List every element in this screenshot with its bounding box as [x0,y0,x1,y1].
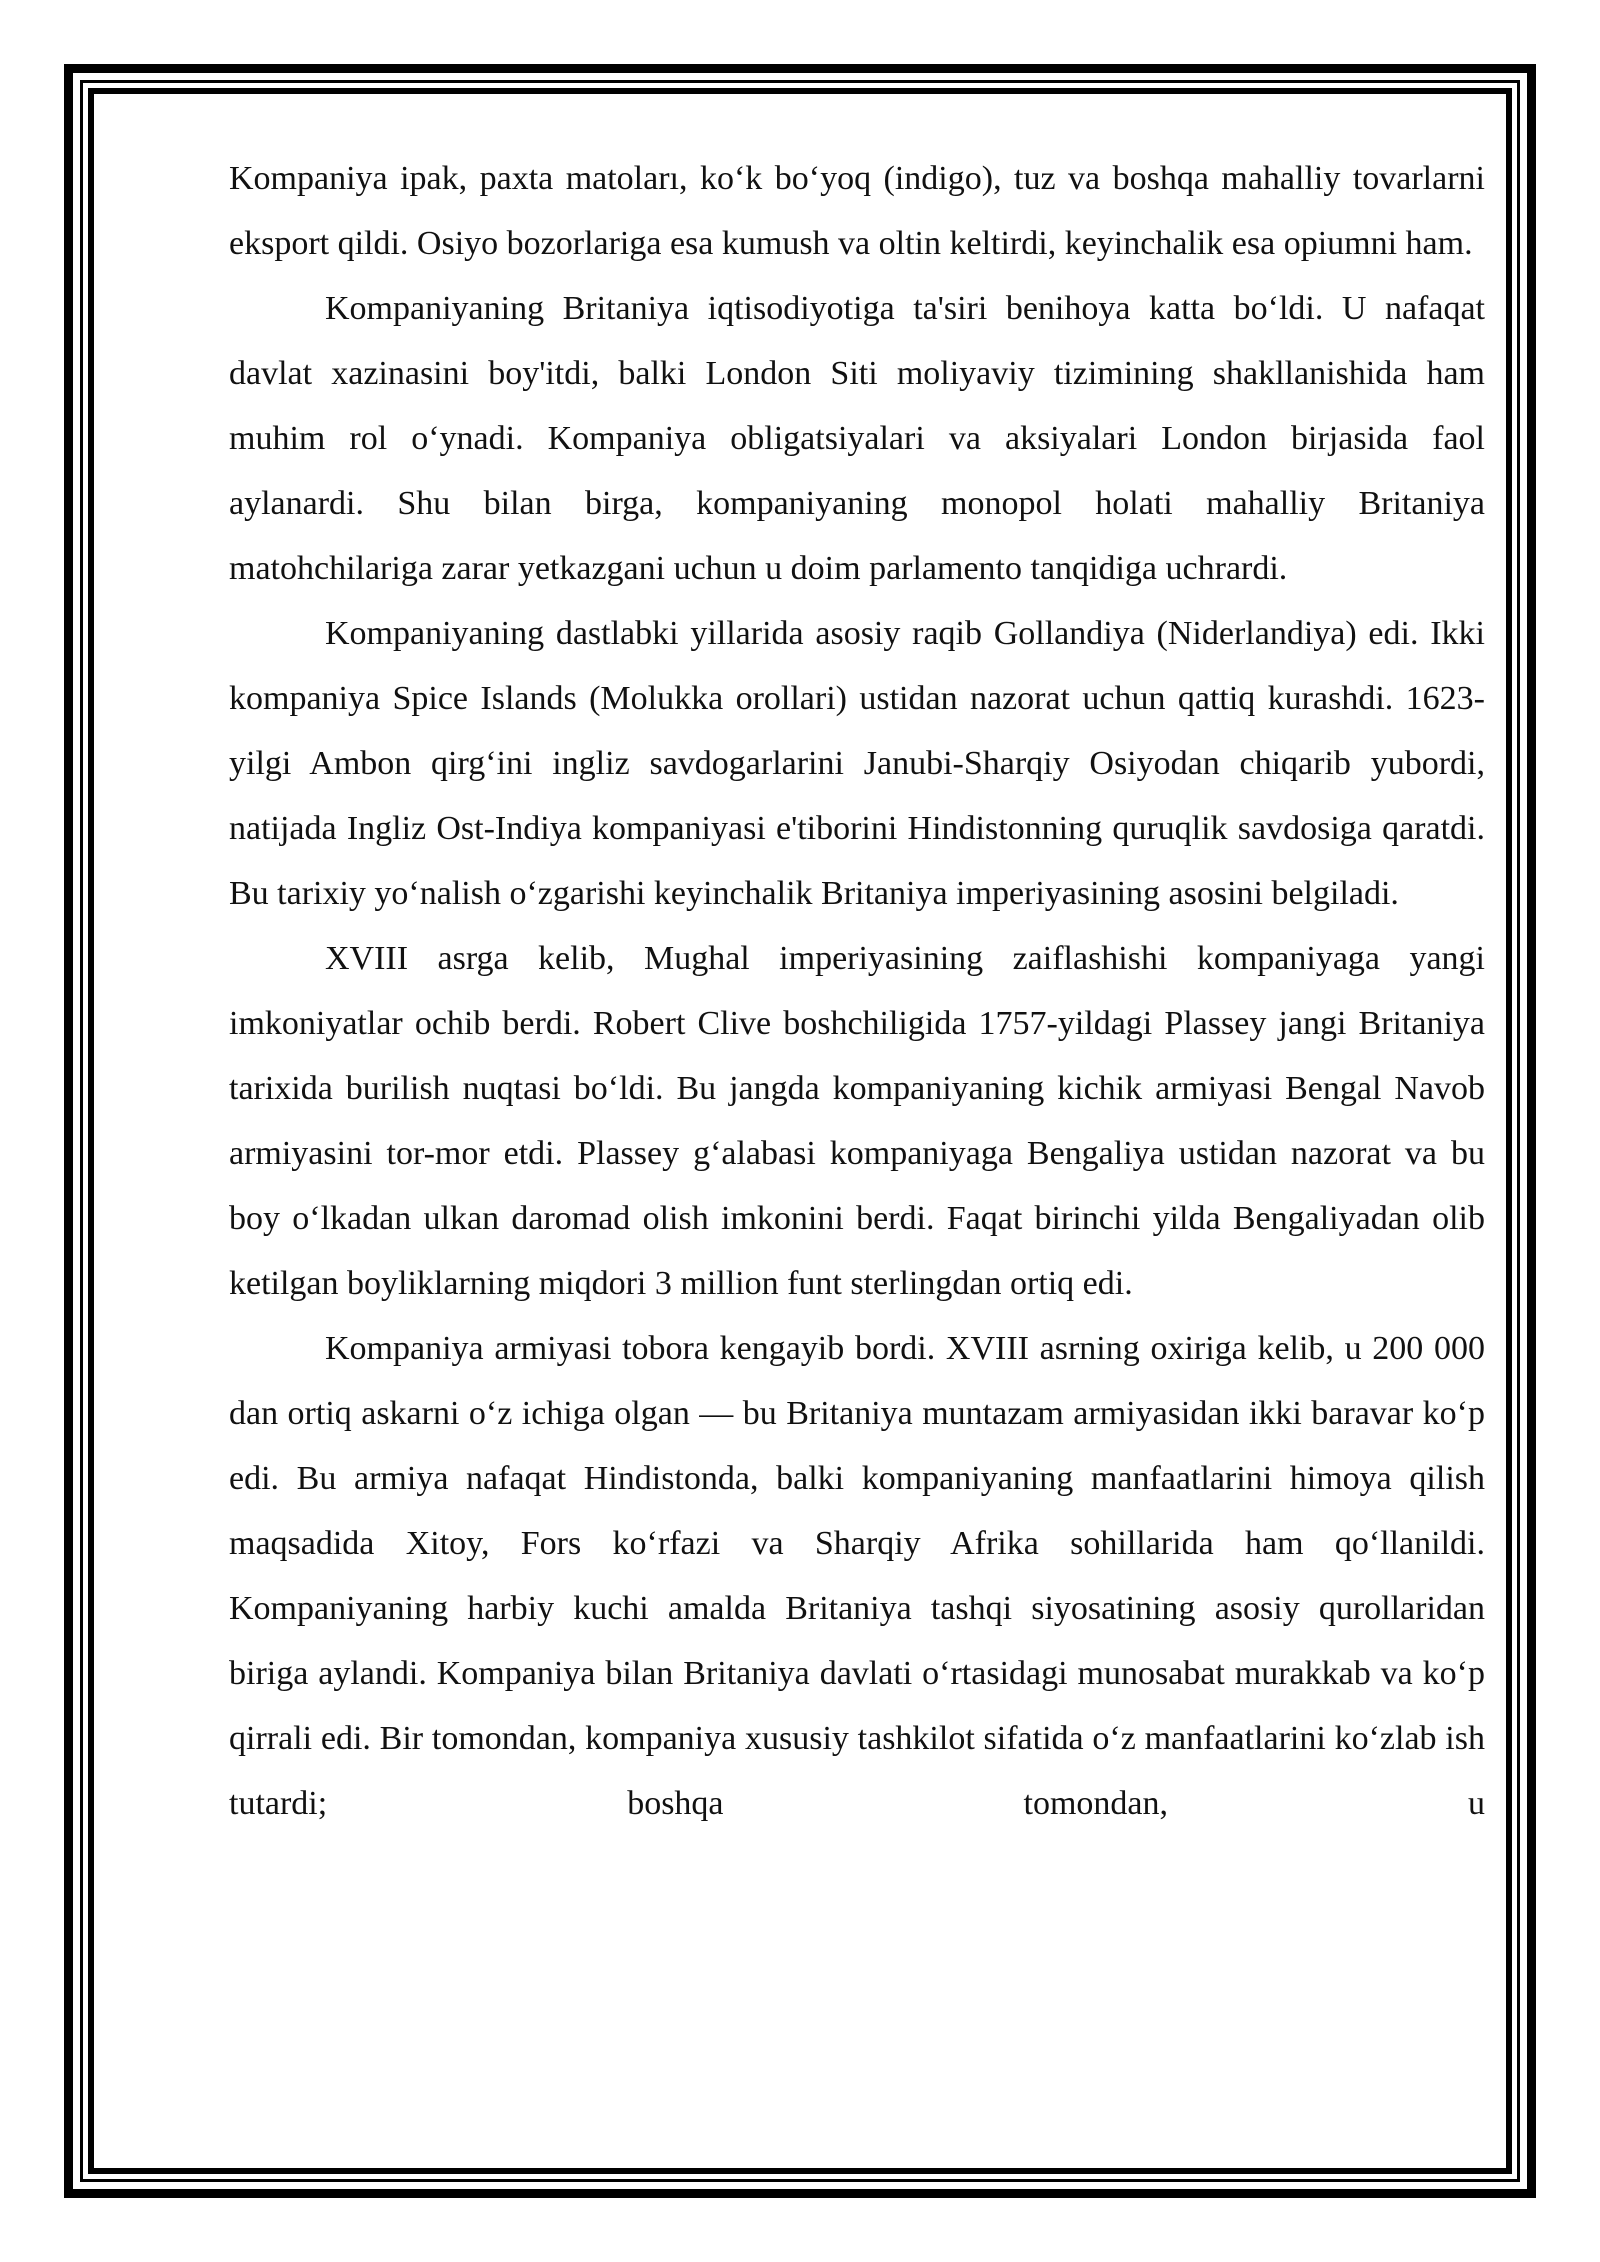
paragraph-5: Kompaniya armiyasi tobora kengayib bordi. XVIII asrning oxiriga kelib, u 200 000 dan ortiq askarni oʻz ichiga olgan — bu Britaniya muntazam armiyasidan ikki baravar koʻp edi. Bu armiya nafaqat Hindistonda, balki kompaniyaning manfaatlarini himoya qilish maqsadida Xitoy, Fors koʻrfazi va Sharqiy Afrika sohillarida ham qoʻllanildi. Kompaniyaning harbiy kuchi amalda Britaniya tashqi siyosatining asosiy qurollaridan biriga aylandi. Kompaniya bilan Britaniya davlati oʻrtasidagi munosabat murakkab va koʻp qirrali edi. Bir tomondan, kompaniya xususiy tashkilot sifatida oʻz manfaatlarini koʻzlab ish tutardi; boshqa tomondan, u [229,1330,1485,1822]
document-body [229,146,1485,1836]
paragraph-4: XVIII asrga kelib, Mughal imperiyasining zaiflashishi kompaniyaga yangi imkoniyatlar ochib berdi. Robert Clive boshchiligida 1757-yildagi Plassey jangi Britaniya tarixida burilish nuqtasi boʻldi. Bu jangda kompaniyaning kichik armiyasi Bengal Navob armiyasini tor-mor etdi. Plassey gʻalabasi kompaniyaga Bengaliya ustidan nazorat va bu boy oʻlkadan ulkan daromad olish imkonini berdi. Faqat birinchi yilda Bengaliyadan olib ketilgan boyliklarning miqdori 3 million funt sterlingdan ortiq edi. [229,940,1485,1302]
paragraph-1: Kompaniya ipak, paxta matoları, koʻk boʻyoq (indigo), tuz va boshqa mahalliy tovarlarni eksport qildi. Osiyo bozorlariga esa kumush va oltin keltirdi, keyinchalik esa opiumni ham. [229,160,1485,262]
paragraph-3: Kompaniyaning dastlabki yillarida asosiy raqib Gollandiya (Niderlandiya) edi. Ikki kompaniya Spice Islands (Molukka orollari) ustidan nazorat uchun qattiq kurashdi. 1623-yilgi Ambon qirgʻini ingliz savdogarlarini Janubi-Sharqiy Osiyodan chiqarib yubordi, natijada Ingliz Ost-Indiya kompaniyasi e'tiborini Hindistonning quruqlik savdosiga qaratdi. Bu tarixiy yoʻnalish oʻzgarishi keyinchalik Britaniya imperiyasining asosini belgiladi. [229,615,1485,912]
paragraph-2: Kompaniyaning Britaniya iqtisodiyotiga ta'siri benihoya katta boʻldi. U nafaqat davlat xazinasini boy'itdi, balki London Siti moliyaviy tizimining shakllanishida ham muhim rol oʻynadi. Kompaniya obligatsiyalari va aksiyalari London birjasida faol aylanardi. Shu bilan birga, kompaniyaning monopol holati mahalliy Britaniya matohchilariga zarar yetkazgani uchun u doim parlamento tanqidiga uchrardi. [229,290,1485,587]
